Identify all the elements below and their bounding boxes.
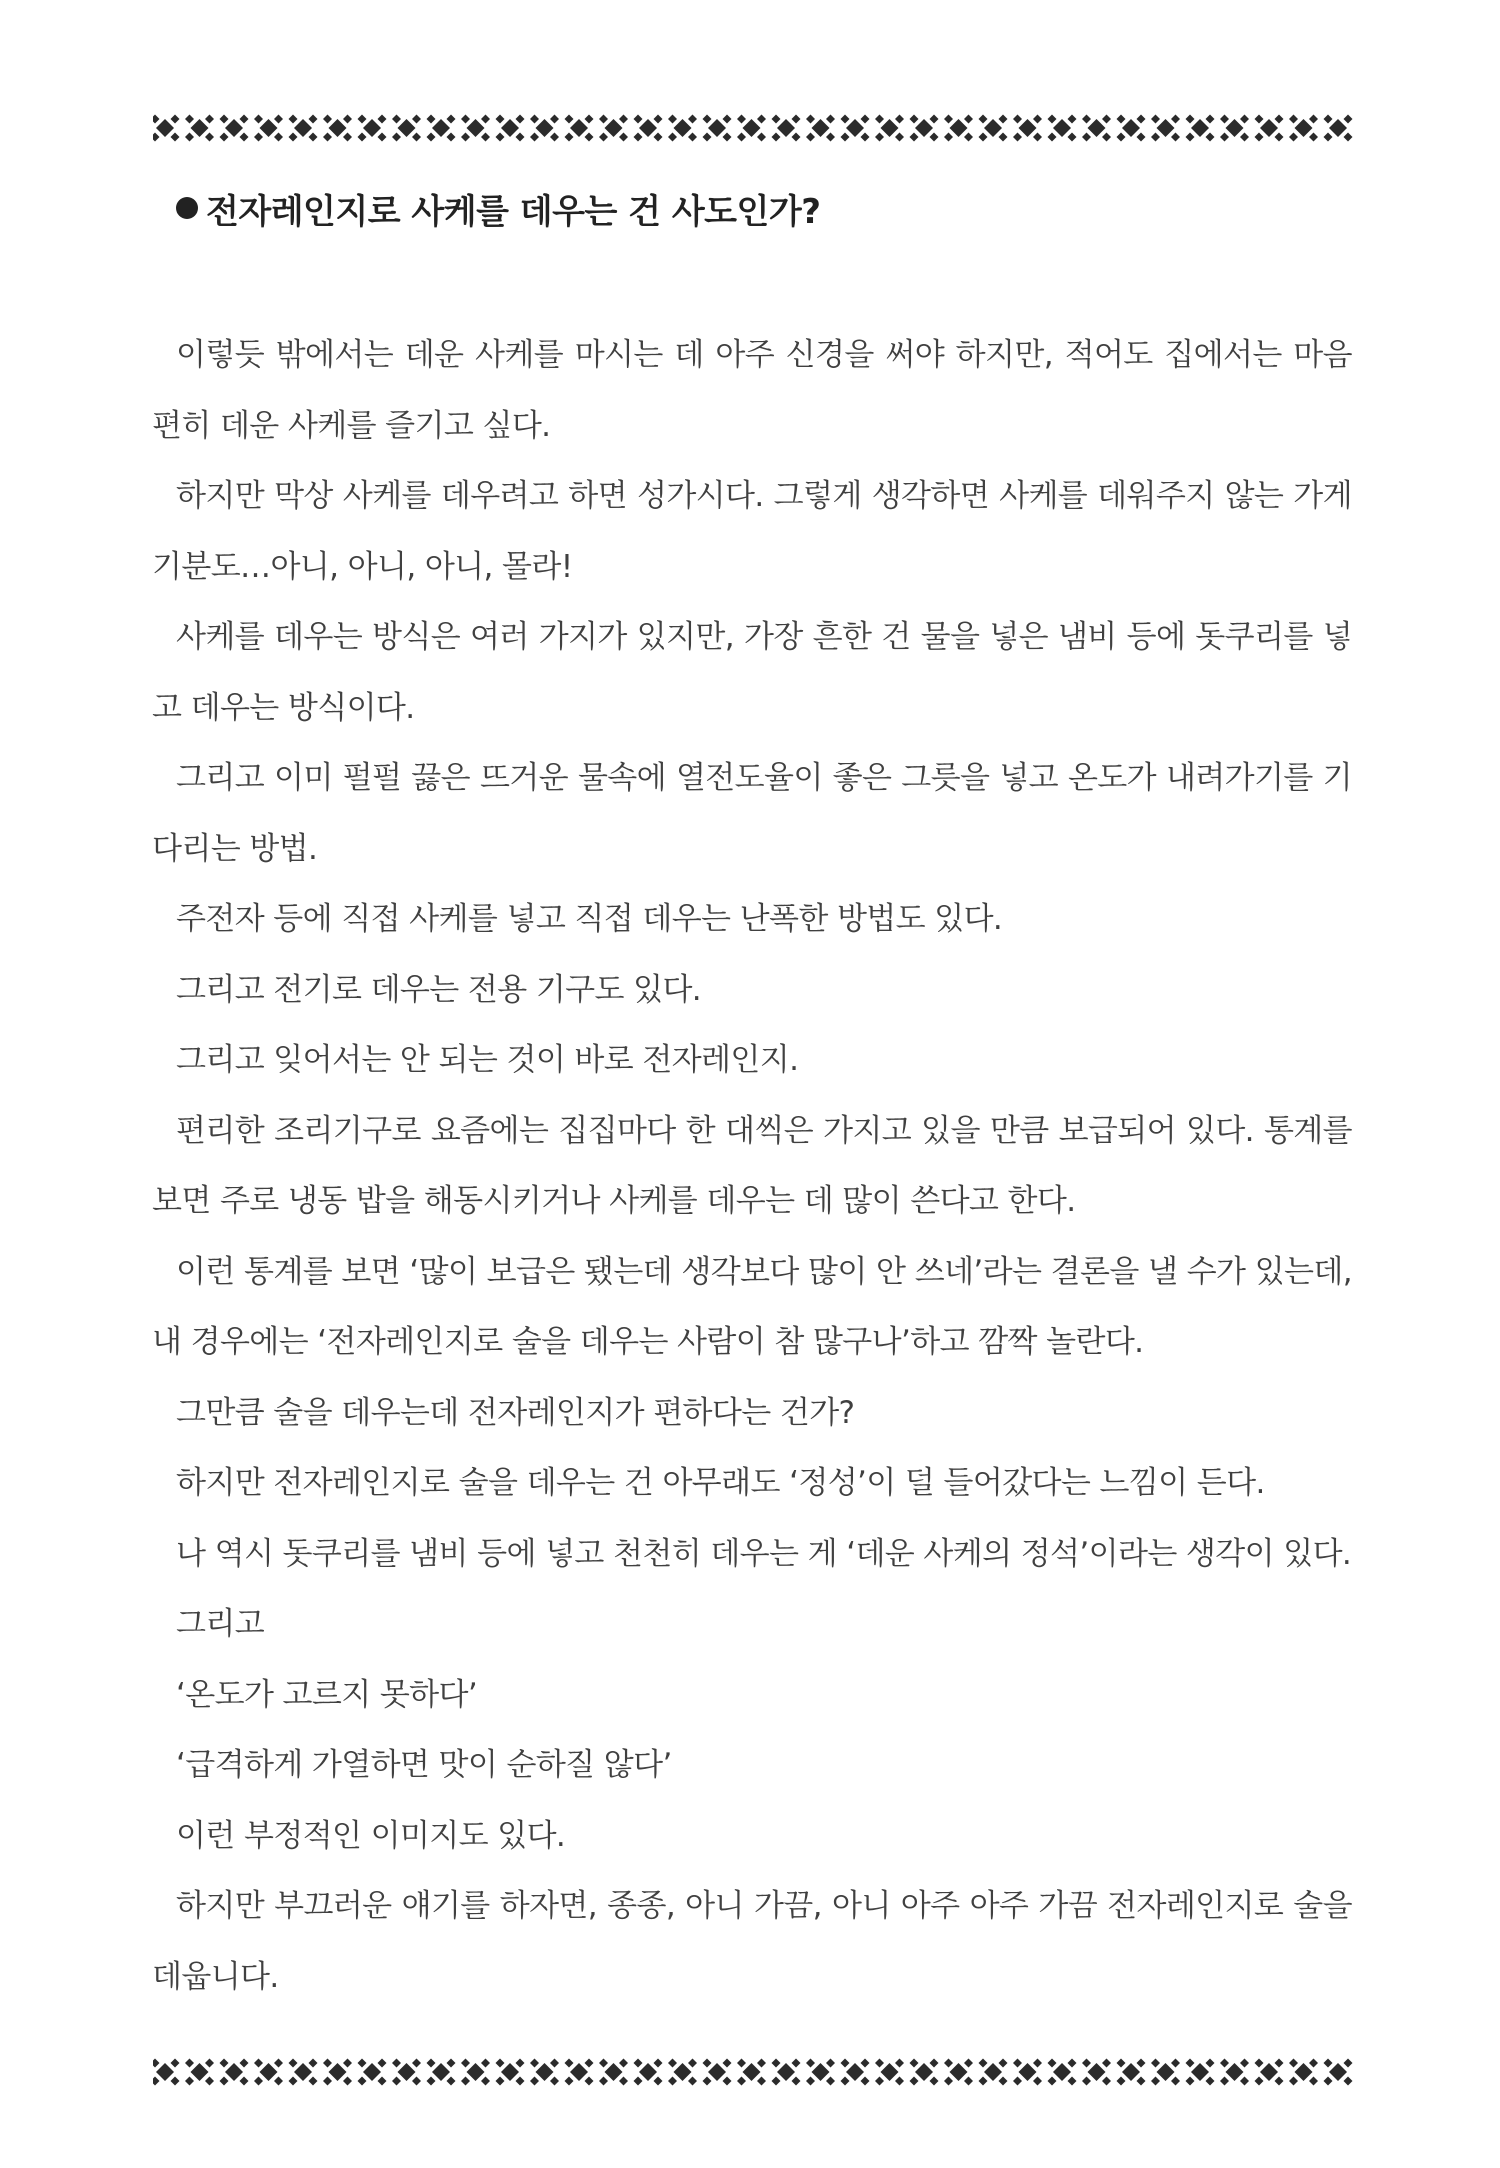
top-diamond-border <box>153 108 1353 148</box>
paragraph: 그리고 전기로 데우는 전용 기구도 있다. <box>176 971 702 1008</box>
paragraph: ‘급격하게 가열하면 맛이 순하질 않다’ <box>176 1747 672 1783</box>
paragraph: 그리고 이미 펄펄 끓은 뜨거운 물속에 열전도율이 좋은 그릇을 넣고 온도가 내려가기를 기다리는 방법. <box>152 760 1352 867</box>
section-heading-text: 전자레인지로 사케를 데우는 건 사도인가? <box>206 191 821 232</box>
paragraph: 주전자 등에 직접 사케를 넣고 직접 데우는 난폭한 방법도 있다. <box>176 901 1003 937</box>
paragraph: 이런 부정적인 이미지도 있다. <box>176 1817 566 1854</box>
paragraph: 나 역시 돗쿠리를 냄비 등에 넣고 천천히 데우는 게 ‘데운 사케의 정석’이라는 생각이 있다. <box>176 1535 1352 1572</box>
section-heading <box>176 180 1356 236</box>
paragraph: 사케를 데우는 방식은 여러 가지가 있지만, 가장 흔한 건 물을 넣은 냄비 등에 돗쿠리를 넣고 데우는 방식이다. <box>152 619 1352 726</box>
paragraph: 하지만 막상 사케를 데우려고 하면 성가시다. 그렇게 생각하면 사케를 데워주지 않는 가게 기분도…아니, 아니, 아니, 몰라! <box>152 478 1352 585</box>
bullet-icon <box>176 197 198 219</box>
paragraph: 이렇듯 밖에서는 데운 사케를 마시는 데 아주 신경을 써야 하지만, 적어도 집에서는 마음 편히 데운 사케를 즐기고 싶다. <box>152 337 1352 444</box>
paragraph: 그리고 잊어서는 안 되는 것이 바로 전자레인지. <box>176 1042 799 1078</box>
paragraph: 그만큼 술을 데우는데 전자레인지가 편하다는 건가? <box>176 1394 855 1431</box>
bottom-diamond-border <box>153 2052 1353 2092</box>
paragraph: ‘온도가 고르지 못하다’ <box>176 1676 478 1713</box>
paragraph: 이런 통계를 보면 ‘많이 보급은 됐는데 생각보다 많이 안 쓰네’라는 결론을 낼 수가 있는데, 내 경우에는 ‘전자레인지로 술을 데우는 사람이 참 많구나’하고 깜짝 놀란다. <box>152 1253 1352 1360</box>
paragraph: 그리고 <box>176 1606 265 1642</box>
paragraph: 하지만 부끄러운 얘기를 하자면, 종종, 아니 가끔, 아니 아주 아주 가끔 전자레인지로 술을 데웁니다. <box>152 1888 1352 1995</box>
body-text <box>152 320 1352 2012</box>
paragraph: 편리한 조리기구로 요즘에는 집집마다 한 대씩은 가지고 있을 만큼 보급되어 있다. 통계를 보면 주로 냉동 밥을 해동시키거나 사케를 데우는 데 많이 쓴다고 한다. <box>152 1112 1352 1219</box>
diamond-ornament-icon <box>153 108 1353 148</box>
diamond-ornament-icon <box>153 2052 1353 2092</box>
paragraph: 하지만 전자레인지로 술을 데우는 건 아무래도 ‘정성’이 덜 들어갔다는 느낌이 든다. <box>176 1465 1265 1501</box>
